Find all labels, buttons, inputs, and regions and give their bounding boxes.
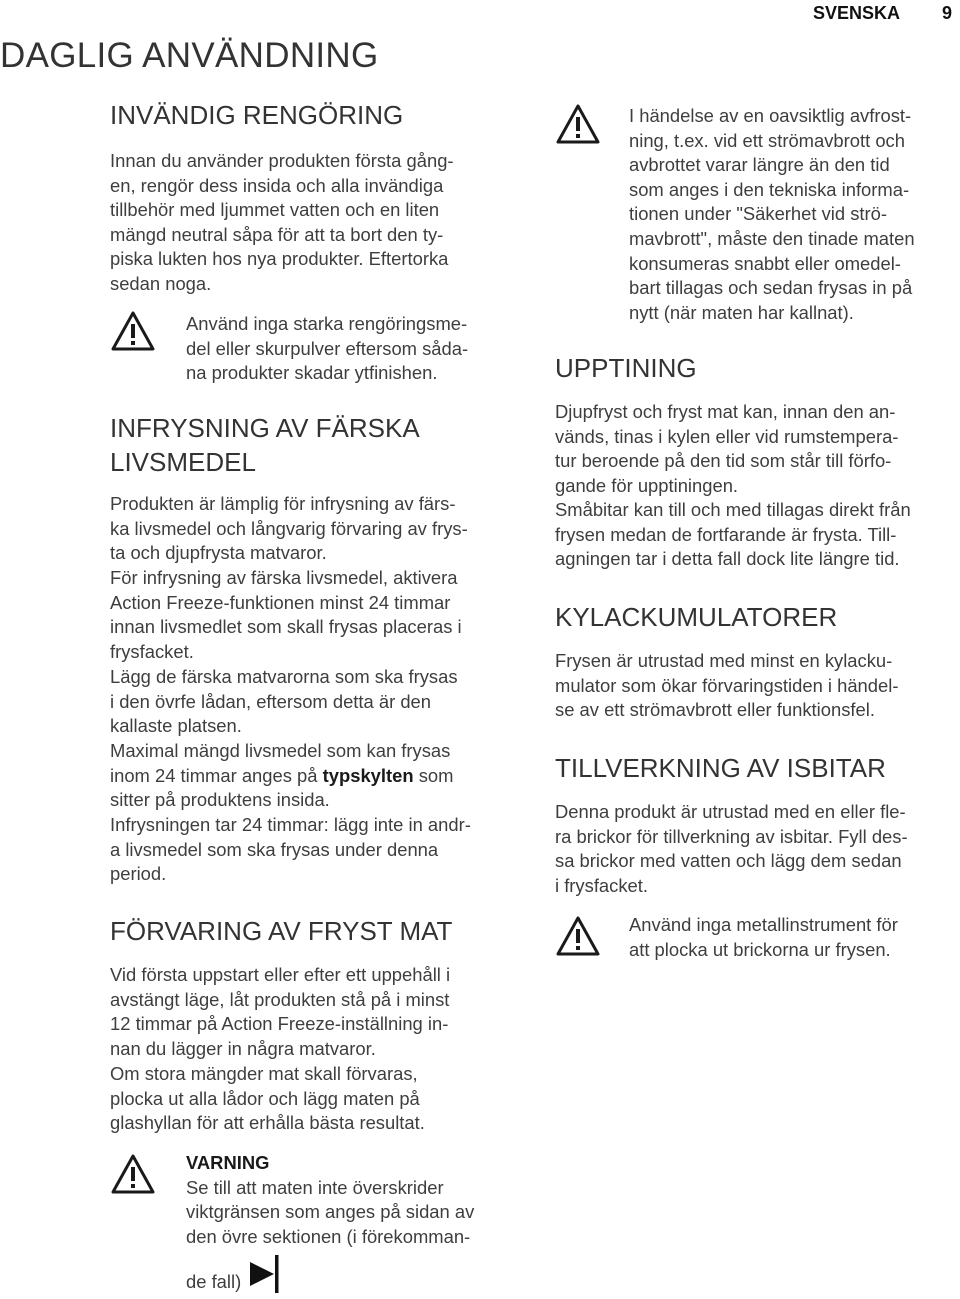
- forvaring-paragraph-1: Vid första uppstart eller efter ett uppehåll i avstängt läge, låt produkten stå på i minst 12 timmar på Action Freeze-inställning in- nan du lägger in några matvaror.: [110, 964, 451, 1059]
- invandig-rengoring-warning: Använd inga starka rengöringsme- del eller skurpulver eftersom såda- na produkter skadar ytfinishen.: [186, 313, 469, 384]
- section-title-invandig-rengoring: INVÄNDIG RENGÖRING: [110, 100, 404, 130]
- section-title-isbitar: TILLVERKNING AV ISBITAR: [555, 753, 886, 783]
- invandig-rengoring-body: Innan du använder produkten första gång- en, rengör dess insida och alla invändiga tillbehör med ljummet vatten och en liten mängd neutral såpa för att ta bort den ty- piska lukten hos nya produkter. Eftertorka sedan noga.: [110, 150, 454, 294]
- isbitar-warning: Använd inga metallinstrument för att plocka ut brickorna ur frysen.: [629, 914, 898, 960]
- top-freezer-section-icon: [246, 1252, 280, 1296]
- warning-triangle-icon: [110, 1153, 156, 1195]
- warning-triangle-icon: [110, 310, 156, 352]
- infrysning-paragraph-3: Lägg de färska matvarorna som ska frysas i den övrfe lådan, eftersom detta är den kallaste platsen.: [110, 666, 458, 737]
- language-label: SVENSKA: [812, 3, 900, 23]
- section-title-kylackumulatorer: KYLACKUMULATORER: [555, 602, 838, 632]
- chapter-title: DAGLIG ANVÄNDNING: [0, 36, 379, 75]
- section-title-forvaring: FÖRVARING AV FRYST MAT: [110, 916, 453, 946]
- infrysning-paragraph-2: För infrysning av färska livsmedel, aktivera Action Freeze-funktionen minst 24 timmar innan livsmedlet som skall frysas placeras i frysfacket.: [110, 567, 462, 662]
- forvaring-paragraph-2: Om stora mängder mat skall förvaras, plocka ut alla lådor och lägg maten på glashyllan för att erhålla bästa resultat.: [110, 1063, 425, 1134]
- infrysning-paragraph-5: Infrysningen tar 24 timmar: lägg inte in andr- a livsmedel som ska frysas under denna period.: [110, 814, 471, 885]
- upptining-paragraph-2: Småbitar kan till och med tillagas direkt från frysen medan de fortfarande är frysta. Till- agningen tar i detta fall dock lite längre tid.: [555, 499, 911, 570]
- infrysning-paragraph-1: Produkten är lämplig för infrysning av färs- ka livsmedel och långvarig förvaring av frys- ta och djupfrysta matvaror.: [110, 493, 468, 564]
- infrysning-paragraph-4: [110, 739, 530, 813]
- varning-label: VARNING: [186, 1152, 270, 1173]
- forvaring-warning: [186, 1151, 526, 1249]
- forvaring-warning-body: Se till att maten inte överskrider viktgränsen som anges på sidan av den övre sektionen (i förekomman-: [186, 1176, 475, 1247]
- upptining-paragraph-1: Djupfryst och fryst mat kan, innan den an- vänds, tinas i kylen eller vid rumstempera- tur beroende på den tid som står till förfo- gande för upptiningen.: [555, 401, 899, 496]
- defrost-warning: I händelse av en oavsiktlig avfrost- ning, t.ex. vid ett strömavbrott och avbrottet varar längre än den tid som anges i den tekniska informa- tionen under "Säkerhet vid strö- mavbrott", måste den tinade maten konsumeras snabbt eller omedel- bart tillagas och sedan frysas in på nytt (när maten har kallnat).: [629, 105, 915, 323]
- typskylten-bold: typskylten: [322, 764, 414, 786]
- page-header: [0, 0, 960, 26]
- isbitar-paragraph: Denna produkt är utrustad med en eller fle- ra brickor för tillverkning av isbitar. Fyll des- sa brickor med vatten och lägg dem sedan i frysfacket.: [555, 801, 908, 896]
- section-title-upptining: UPPTINING: [555, 353, 697, 383]
- warning-triangle-icon: [555, 103, 601, 145]
- forvaring-warning-tail: de fall): [186, 1271, 242, 1292]
- section-title-infrysning: INFRYSNING AV FÄRSKA LIVSMEDEL: [110, 413, 420, 477]
- kylackumulatorer-paragraph: Frysen är utrustad med minst en kylacku- mulator som ökar förvaringstiden i händel- se av ett strömavbrott eller funktionsfel.: [555, 650, 899, 721]
- infrysning-p4-end: som sitter på produktens insida.: [110, 764, 454, 811]
- warning-triangle-icon: [555, 915, 601, 957]
- page-number: 9: [941, 3, 952, 23]
- infrysning-p4-start: Maximal mängd livsmedel som kan frysas inom 24 timmar anges på: [110, 740, 451, 786]
